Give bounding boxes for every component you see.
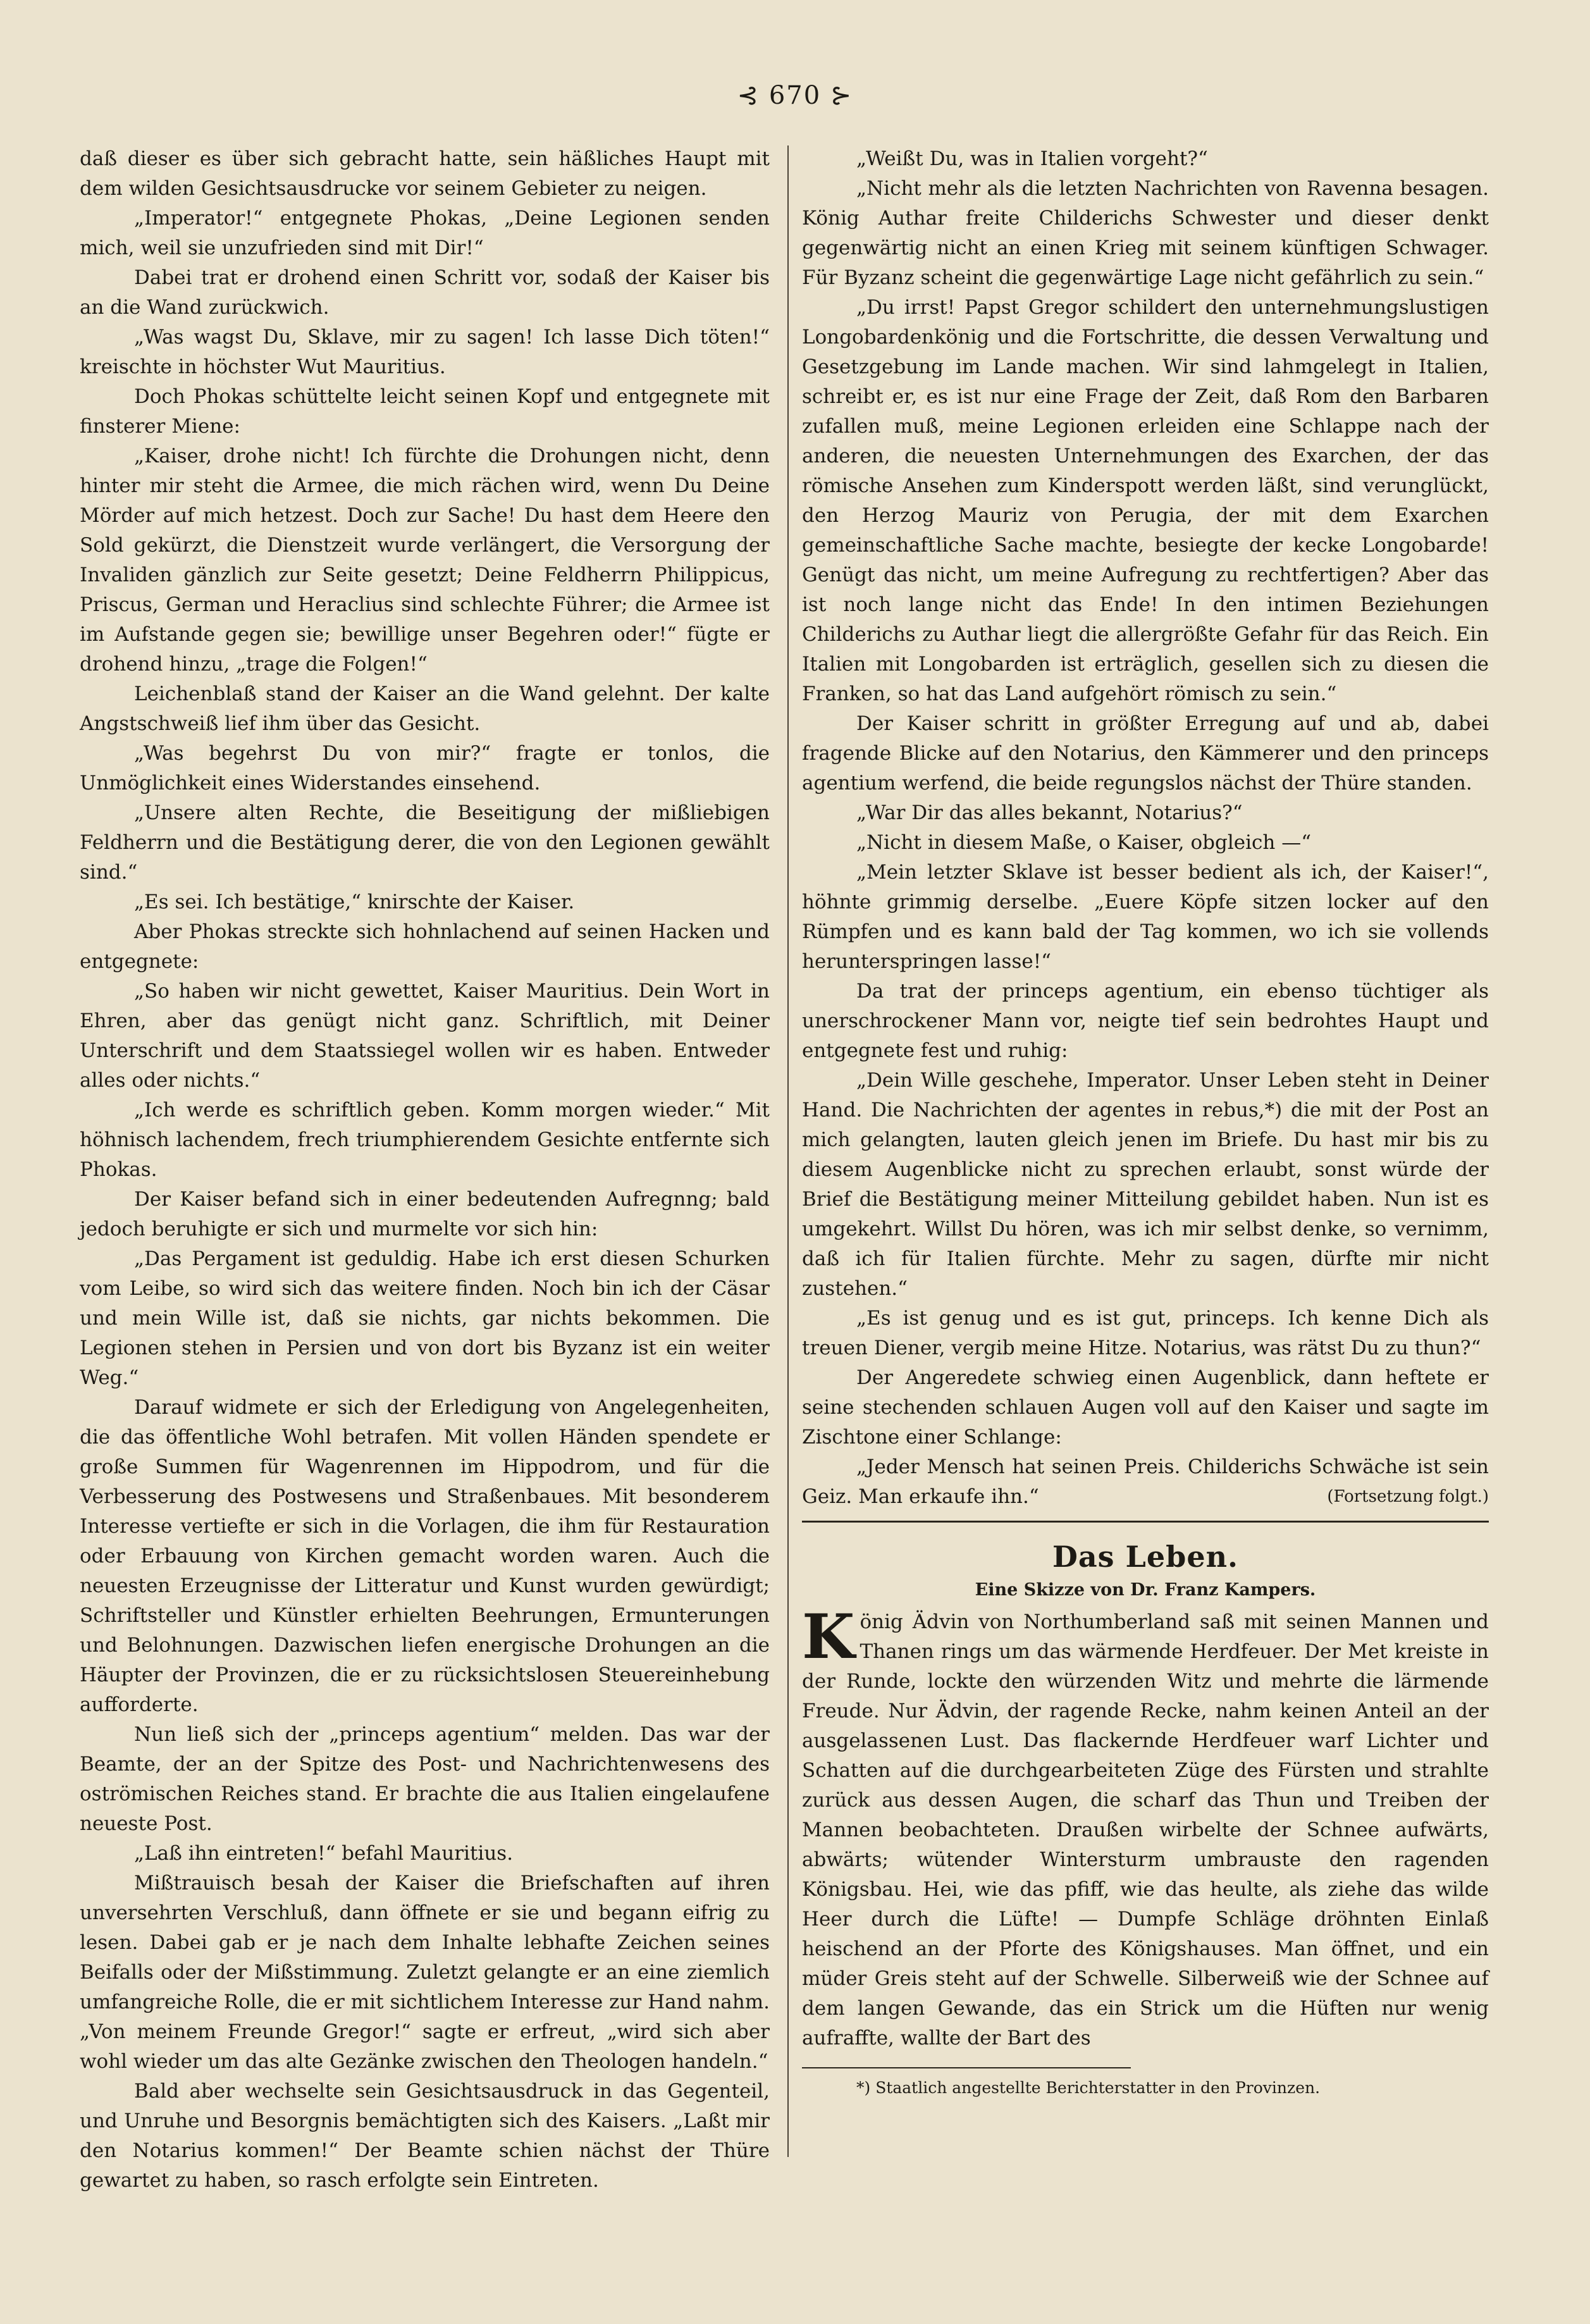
- article-byline: Eine Skizze von Dr. Franz Kampers.: [975, 1580, 1316, 1600]
- paragraph: „Es sei. Ich bestätige,“ knirschte der Kaiser.: [134, 891, 575, 913]
- continuation-note: (Fortsetzung folgt.): [1327, 1487, 1489, 1506]
- page-number: ⊰ 670 ⊱: [737, 81, 853, 110]
- article-separator: [802, 1521, 1489, 1523]
- paragraph: „Das Pergament ist geduldig. Habe ich erst diesen Schurken vom Leibe, so wird sich das weitere finden. Noch bin ich der Cäsar und mein Wille ist, daß sie nichts, gar nichts bekommen. Die Legionen stehen in Persien und von dort bis Byzanz ist ein weiter Weg.“: [80, 1247, 770, 1389]
- paragraph: „Imperator!“ entgegnete Phokas, „Deine Legionen senden mich, weil sie unzufrieden sind mit Dir!“: [80, 207, 770, 259]
- footnote: *) Staatlich angestellte Berichterstatter in den Provinzen.: [856, 2079, 1321, 2097]
- article-title: Das Leben.: [1052, 1540, 1239, 1574]
- paragraph: „Mein letzter Sklave ist besser bedient als ich, der Kaiser!“, höhnte grimmig derselbe. „Euere Köpfe sitzen locker auf den Rümpfen und es kann bald der Tag kommen, wo ich sie vollends herunterspringen lasse!“: [802, 861, 1489, 973]
- drop-cap: K: [802, 1601, 855, 1672]
- paragraph: „Kaiser, drohe nicht! Ich fürchte die Drohungen nicht, denn hinter mir steht die Armee, die mich rächen wird, wenn Du Deine Mörder auf mich hetzest. Doch zur Sache! Du hast dem Heere den Sold gekürzt, die Dienstzeit wurde verlängert, die Versorgung der Invaliden gänzlich zur Seite gesetzt; Deine Feldherrn Philippicus, Priscus, German und Heraclius sind schlechte Führer; die Armee ist im Aufstande gegen sie; bewillige unser Begehren oder!“ fügte er drohend hinzu, „trage die Folgen!“: [80, 445, 770, 676]
- paragraph: [802, 1452, 1489, 1512]
- paragraph: Doch Phokas schüttelte leicht seinen Kopf und entgegnete mit finsterer Miene:: [80, 385, 770, 438]
- paragraph: Der Kaiser schritt in größter Erregung auf und ab, dabei fragende Blicke auf den Notarius, den Kämmerer und den princeps agentium werfend, die beide regungslos nächst der Thüre standen.: [802, 712, 1489, 794]
- paragraph: Leichenblaß stand der Kaiser an die Wand gelehnt. Der kalte Angstschweiß lief ihm über das Gesicht.: [80, 683, 770, 735]
- paragraph: Der Kaiser befand sich in einer bedeutenden Aufregnng; bald jedoch beruhigte er sich und murmelte vor sich hin:: [80, 1188, 770, 1240]
- paragraph: Da trat der princeps agentium, ein ebenso tüchtiger als unerschrockener Mann vor, neigte tief sein bedrohtes Haupt und entgegnete fest und ruhig:: [802, 980, 1489, 1062]
- paragraph: Nun ließ sich der „princeps agentium“ melden. Das war der Beamte, der an der Spitze des Post- und Nachrichtenwesens des oströmischen Reiches stand. Er brachte die aus Italien eingelaufene neueste Post.: [80, 1723, 770, 1835]
- paragraph: „Was begehrst Du von mir?“ fragte er tonlos, die Unmöglichkeit eines Widerstandes einsehend.: [80, 742, 770, 794]
- paragraph: „Laß ihn eintreten!“ befahl Mauritius.: [134, 1842, 514, 1865]
- paragraph: Bald aber wechselte sein Gesichtsausdruck in das Gegenteil, und Unruhe und Besorgnis bemächtigten sich des Kaisers. „Laßt mir den Notarius kommen!“ Der Beamte schien nächst der Thüre gewartet zu haben, so rasch erfolgte sein Eintreten.: [80, 2080, 770, 2192]
- paragraph: Aber Phokas streckte sich hohnlachend auf seinen Hacken und entgegnete:: [80, 920, 770, 973]
- right-column: [802, 144, 1489, 2100]
- article-text: önig Ädvin von Northumberland saß mit seinen Mannen und Thanen rings um das wärmende Herdfeuer. Der Met kreiste in der Runde, lockte den würzenden Witz und mehrte die lärmende Freude. Nur Ädvin, der ragende Recke, nahm keinen Anteil an der ausgelassenen Lust. Das flackernde Herdfeuer warf Lichter und Schatten auf die durchgearbeiteten Züge des Fürsten und strahlte zurück aus dessen Augen, die scharf das Thun und Treiben der Mannen beobachteten. Draußen wirbelte der Schnee aufwärts, abwärts; wütender Wintersturm umbrauste den ragenden Königsbau. Hei, wie das pfiff, wie das heulte, als ziehe das wilde Heer durch die Lüfte! — Dumpfe Schläge dröhnten Einlaß heischend an der Pforte des Königshauses. Man öffnet, und ein müder Greis steht auf der Schwelle. Silberweiß wie der Schnee auf dem langen Gewande, das ein Strick um die Hüften nur wenig aufraffte, wallte der Bart des: [802, 1610, 1489, 2049]
- paragraph: Dabei trat er drohend einen Schritt vor, sodaß der Kaiser bis an die Wand zurückwich.: [80, 266, 770, 319]
- paragraph: „Du irrst! Papst Gregor schildert den unternehmungslustigen Longobardenkönig und die Fortschritte, die dessen Verwaltung und Gesetzgebung im Lande machen. Wir sind lahmgelegt in Italien, schreibt er, es ist nur eine Frage der Zeit, daß Rom den Barbaren zufallen muß, meine Legionen erleiden eine Schlappe nach der anderen, die neuesten Unternehmungen des Exarchen, der das römische Ansehen zum Kinderspott werden läßt, sind verunglückt, den Herzog Mauriz von Perugia, der mit dem Exarchen gemeinschaftliche Sache machte, besiegte der kecke Longobarde! Genügt das nicht, um meine Aufregung zu rechtfertigen? Aber das ist noch lange nicht das Ende! In den intimen Beziehungen Childerichs zu Authar liegt die allergrößte Gefahr für das Reich. Ein Italien mit Longobarden ist erträglich, gesellen sich zu diesen die Franken, so hat das Land aufgehört römisch zu sein.“: [802, 296, 1489, 705]
- paragraph: „Nicht mehr als die letzten Nachrichten von Ravenna besagen. König Authar freite Childerichs Schwester und dieser denkt gegenwärtig nicht an einen Krieg mit seinem künftigen Schwager. Für Byzanz scheint die gegenwärtige Lage nicht gefährlich zu sein.“: [802, 177, 1489, 289]
- paragraph: „War Dir das alles bekannt, Notarius?“: [856, 801, 1243, 824]
- paragraph: „Dein Wille geschehe, Imperator. Unser Leben steht in Deiner Hand. Die Nachrichten der agentes in rebus,*) die mit der Post an mich gelangten, lauten gleich jenen im Briefe. Du hast mir bis zu diesem Augenblicke nicht zu sprechen erlaubt, sonst würde der Brief die Bestätigung meiner Mitteilung gebildet haben. Nun ist es umgekehrt. Willst Du hören, was ich mir selbst denke, so vernimm, daß ich für Italien fürchte. Mehr zu sagen, dürfte mir nicht zustehen.“: [802, 1069, 1489, 1300]
- paragraph: „Was wagst Du, Sklave, mir zu sagen! Ich lasse Dich töten!“ kreischte in höchster Wut Mauritius.: [80, 326, 770, 378]
- paragraph: „Weißt Du, was in Italien vorgeht?“: [856, 147, 1208, 170]
- article-first-paragraph: [802, 1601, 1489, 2053]
- paragraph: „Ich werde es schriftlich geben. Komm morgen wieder.“ Mit höhnisch lachendem, frech triumphierendem Gesichte entfernte sich Phokas.: [80, 1099, 770, 1181]
- paragraph: daß dieser es über sich gebracht hatte, sein häßliches Haupt mit dem wilden Gesichtsausdrucke vor seinem Gebieter zu neigen.: [80, 147, 770, 200]
- paragraph-text: „Jeder Mensch hat seinen Preis. Childerichs Schwäche ist sein Geiz. Man erkaufe ihn.“: [802, 1456, 1489, 1508]
- paragraph: „So haben wir nicht gewettet, Kaiser Mauritius. Dein Wort in Ehren, aber das genügt nicht ganz. Schriftlich, mit Deiner Unterschrift und dem Staatssiegel wollen wir es haben. Entweder alles oder nichts.“: [80, 980, 770, 1092]
- left-column: [80, 144, 770, 2196]
- paragraph: Mißtrauisch besah der Kaiser die Briefschaften auf ihren unversehrten Verschluß, dann öffnete er sie und begann eifrig zu lesen. Dabei gab er je nach dem Inhalte lebhafte Zeichen seines Beifalls oder der Mißstimmung. Zuletzt gelangte er an eine ziemlich umfangreiche Rolle, die er mit sichtlichem Interesse zur Hand nahm. „Von meinem Freunde Gregor!“ sagte er erfreut, „wird sich aber wohl wieder um das alte Gezänke zwischen den Theologen handeln.“: [80, 1872, 770, 2073]
- column-divider: [787, 145, 789, 2157]
- paragraph: „Unsere alten Rechte, die Beseitigung der mißliebigen Feldherrn und die Bestätigung derer, die von den Legionen gewählt sind.“: [80, 801, 770, 884]
- paragraph: Darauf widmete er sich der Erledigung von Angelegenheiten, die das öffentliche Wohl betrafen. Mit vollen Händen spendete er große Summen für Wagenrennen im Hippodrom, und für die Verbesserung des Postwesens und Straßenbaues. Mit besonderem Interesse vertiefte er sich in die Vorlagen, die ihm für Restauration oder Erbauung von Kirchen gemacht worden waren. Auch die neuesten Erzeugnisse der Litteratur und Kunst wurden gewürdigt; Schriftsteller und Künstler erhielten Beehrungen, Ermunterungen und Belohnungen. Dazwischen liefen energische Drohungen an die Häupter der Provinzen, die er zu rücksichtslosen Steuereinhebung aufforderte.: [80, 1396, 770, 1716]
- footnote-rule: [802, 2067, 1131, 2068]
- paragraph: Der Angeredete schwieg einen Augenblick, dann heftete er seine stechenden schlauen Augen voll auf den Kaiser und sagte im Zischtone einer Schlange:: [802, 1366, 1489, 1449]
- paragraph: „Nicht in diesem Maße, o Kaiser, obgleich —“: [856, 831, 1312, 854]
- paragraph: „Es ist genug und es ist gut, princeps. Ich kenne Dich als treuen Diener, vergib meine Hitze. Notarius, was rätst Du zu thun?“: [802, 1307, 1489, 1359]
